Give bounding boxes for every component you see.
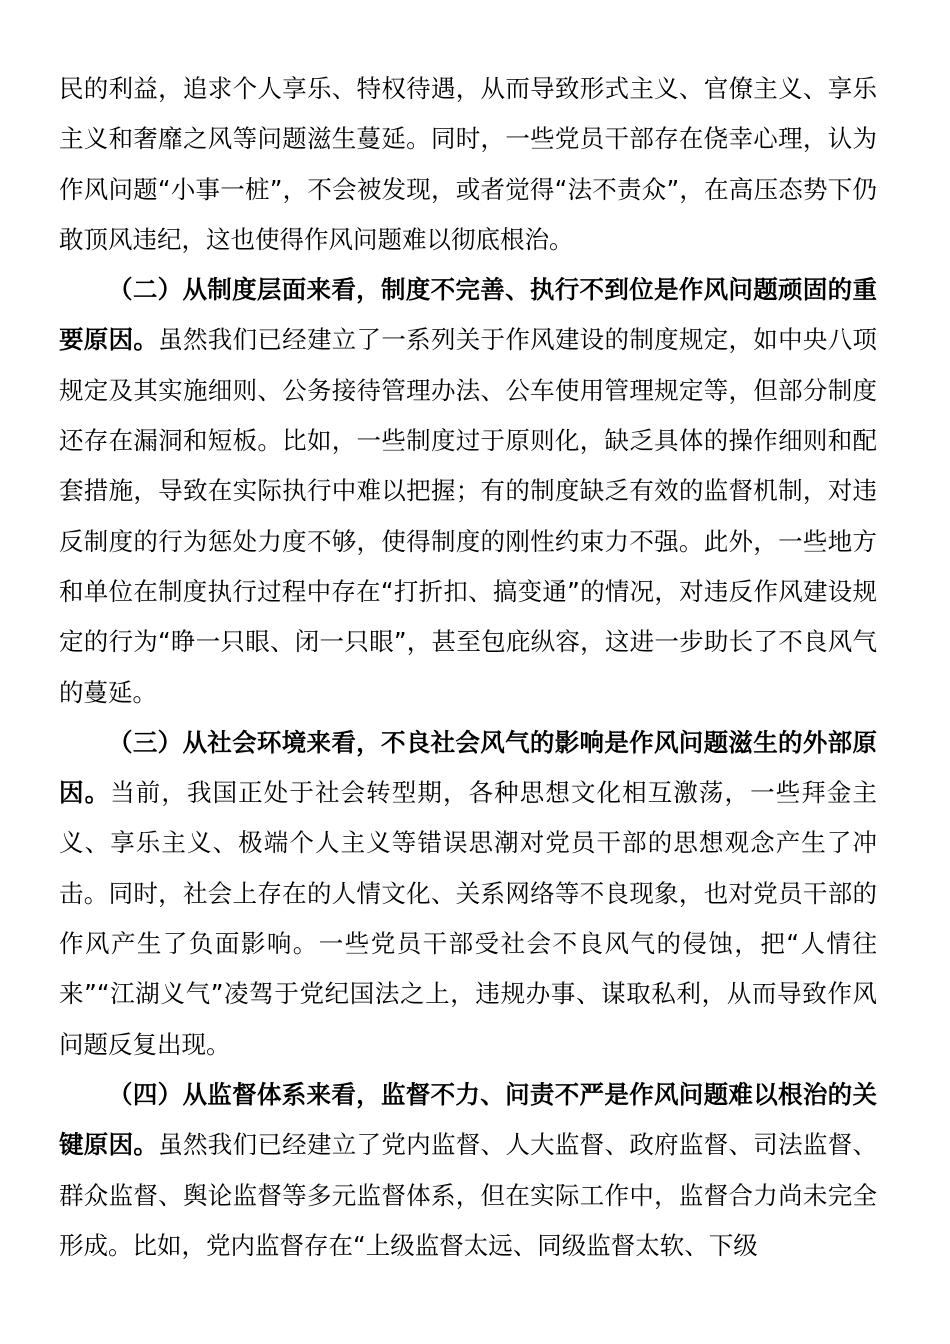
paragraph-body: 民的利益，追求个人享乐、特权待遇，从而导致形式主义、官僚主义、享乐主义和奢靡之风等问题滋生蔓延。同时，一些党员干部存在侥幸心理，认为作风问题“小事一桩”，不会被发现，或者觉得“法不责众”，在高压态势下仍敢顶风违纪，这也使得作风问题难以彻底根治。 bbox=[59, 74, 877, 254]
paragraph-heading: （三）从社会环境来看，不良社会风气的影响是作风问题滋生的外部原因。 bbox=[59, 727, 877, 808]
paragraph-body: 当前，我国正处于社会转型期，各种思想文化相互激荡，一些拜金主义、享乐主义、极端个人主义等错误思潮对党员干部的思想观念产生了冲击。同时，社会上存在的人情文化、关系网络等不良现象，也对党员干部的作风产生了负面影响。一些党员干部受社会不良风气的侵蚀，把“人情往来”“江湖义气”凌驾于党纪国法之上，违规办事、谋取私利，从而导致作风问题反复出现。 bbox=[59, 778, 878, 1059]
paragraph-body: 虽然我们已经建立了党内监督、人大监督、政府监督、司法监督、群众监督、舆论监督等多元监督体系，但在实际工作中，监督合力尚未完全形成。比如，党内监督存在“上级监督太远、同级监督太软、下级 bbox=[59, 1130, 877, 1260]
paragraph-heading: （二）从制度层面来看，制度不完善、执行不到位是作风问题顽固的重要原因。 bbox=[59, 275, 877, 355]
paragraph-continuation bbox=[59, 64, 877, 265]
paragraph-social-environment bbox=[59, 718, 877, 1070]
document-page bbox=[59, 64, 877, 1271]
paragraph-heading: （四）从监督体系来看，监督不力、问责不严是作风问题难以根治的关键原因。 bbox=[59, 1079, 877, 1160]
paragraph-institution bbox=[59, 265, 877, 718]
paragraph-supervision bbox=[59, 1070, 877, 1271]
paragraph-body: 虽然我们已经建立了一系列关于作风建设的制度规定，如中央八项规定及其实施细则、公务接待管理办法、公车使用管理规定等，但部分制度还存在漏洞和短板。比如，一些制度过于原则化，缺乏具体的操作细则和配套措施，导致在实际执行中难以把握；有的制度缺乏有效的监督机制，对违反制度的行为惩处力度不够，使得制度的刚性约束力不强。此外，一些地方和单位在制度执行过程中存在“打折扣、搞变通”的情况，对违反作风建设规定的行为“睁一只眼、闭一只眼”，甚至包庇纵容，这进一步助长了不良风气的蔓延。 bbox=[59, 325, 877, 707]
